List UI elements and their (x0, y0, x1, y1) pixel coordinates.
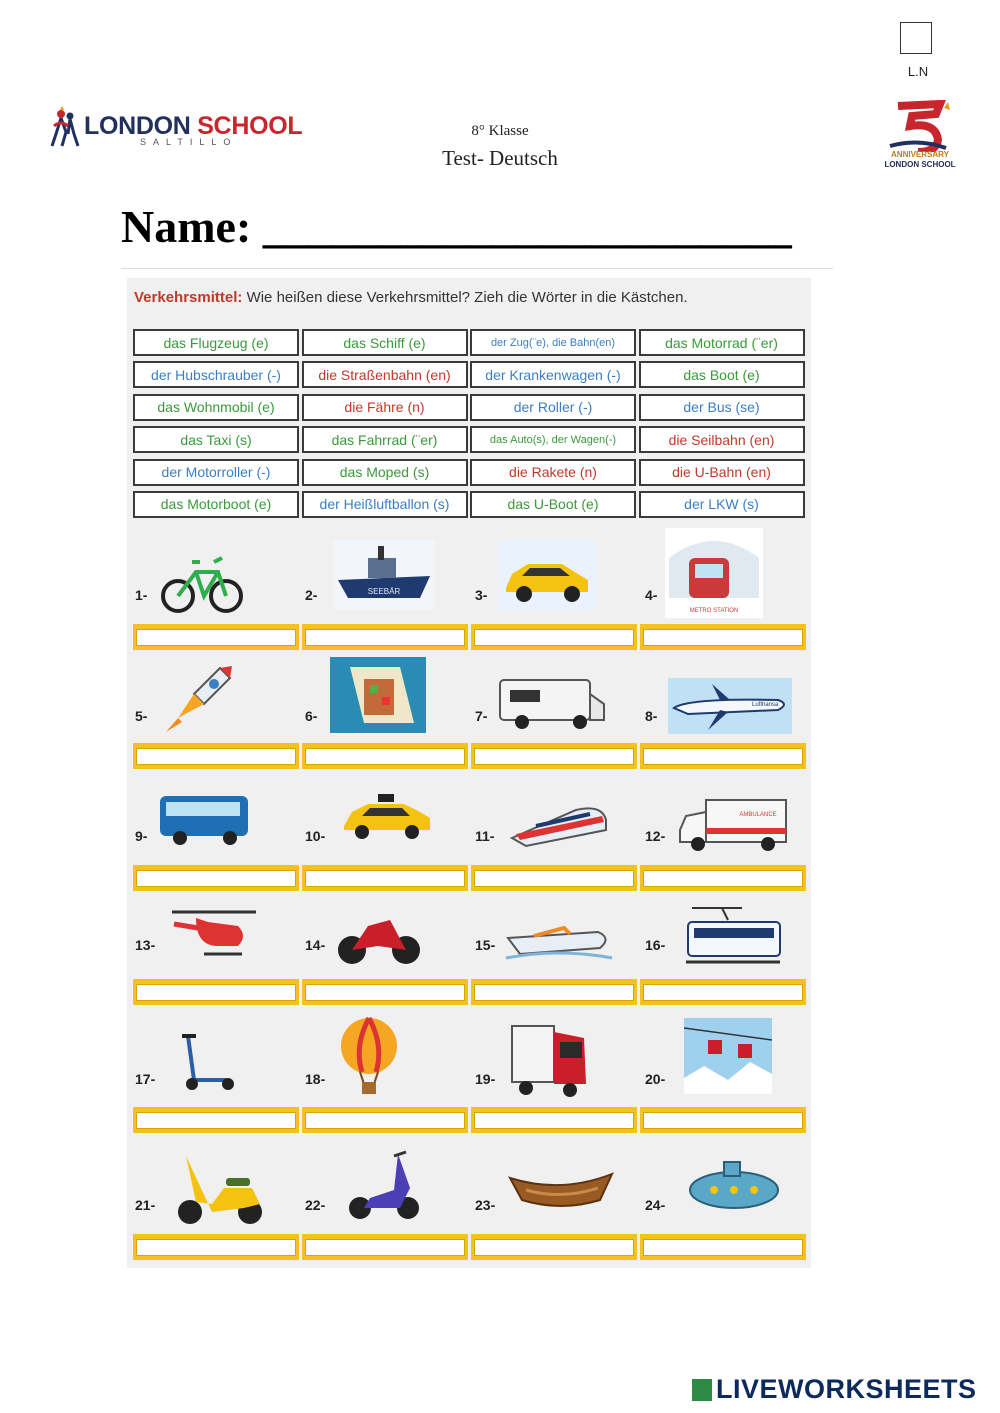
car-icon (498, 540, 596, 610)
item-number: 7- (475, 708, 488, 724)
item-number: 21- (135, 1197, 156, 1213)
item-number: 2- (305, 587, 318, 603)
answer-box[interactable] (471, 743, 637, 769)
answer-box[interactable] (640, 865, 806, 891)
word-tile[interactable]: der Zug(¨e), die Bahn(en) (470, 329, 636, 356)
item-number: 13- (135, 937, 156, 953)
five-emblem-icon (878, 100, 962, 152)
svg-text:AMBULANCE: AMBULANCE (739, 812, 777, 818)
answer-box[interactable] (471, 979, 637, 1005)
answer-box[interactable] (640, 979, 806, 1005)
bicycle-icon (156, 548, 248, 618)
motor-scooter-icon (172, 1148, 270, 1230)
word-tile[interactable]: das Wohnmobil (e) (133, 394, 299, 421)
anniversary-logo: ANNIVERSARY LONDON SCHOOL (878, 100, 962, 186)
taxi-icon (338, 782, 434, 848)
word-tile[interactable]: das Schiff (e) (302, 329, 468, 356)
ferry-icon (330, 657, 426, 733)
divider (121, 268, 833, 269)
item-number: 8- (645, 708, 658, 724)
truck-icon (506, 1018, 590, 1100)
item-number: 18- (305, 1071, 326, 1087)
answer-box[interactable] (302, 624, 468, 650)
ln-checkbox[interactable] (900, 22, 932, 54)
word-tile[interactable]: der Motorroller (-) (133, 459, 299, 486)
answer-box[interactable] (640, 624, 806, 650)
item-number: 9- (135, 828, 148, 844)
answer-box[interactable] (133, 1107, 299, 1133)
word-tile[interactable]: das Moped (s) (302, 459, 468, 486)
word-tile[interactable]: das U-Boot (e) (470, 491, 636, 518)
airplane-icon (668, 678, 792, 734)
motorcycle-icon (334, 906, 424, 968)
school-emblem-icon (48, 104, 82, 150)
item-number: 11- (475, 828, 495, 844)
item-number: 20- (645, 1071, 666, 1087)
bus-icon (156, 790, 252, 850)
item-number: 15- (475, 937, 496, 953)
answer-box[interactable] (302, 979, 468, 1005)
answer-box[interactable] (471, 865, 637, 891)
ship-icon (334, 540, 434, 610)
item-number: 22- (305, 1197, 326, 1213)
word-tile[interactable]: das Motorboot (e) (133, 491, 299, 518)
item-number: 6- (305, 708, 318, 724)
train-icon (506, 790, 612, 856)
svg-text:SEEBÄR: SEEBÄR (367, 587, 401, 596)
word-tile[interactable]: die Straßenbahn (en) (302, 361, 468, 388)
answer-box[interactable] (302, 1234, 468, 1260)
svg-text:METRO STATION: METRO STATION (689, 608, 739, 614)
rowboat-icon (506, 1160, 616, 1216)
helicopter-icon (168, 906, 260, 964)
item-number: 17- (135, 1071, 156, 1087)
answer-box[interactable] (133, 624, 299, 650)
cable-car-icon (684, 1018, 772, 1094)
word-bank (133, 329, 807, 523)
ln-label: L.N (907, 64, 929, 79)
subway-icon (665, 528, 763, 618)
scooter-icon (172, 1030, 240, 1096)
word-tile[interactable]: das Boot (e) (639, 361, 805, 388)
tram-icon (682, 904, 784, 970)
answer-box[interactable] (640, 1234, 806, 1260)
answer-box[interactable] (133, 1234, 299, 1260)
answer-box[interactable] (302, 865, 468, 891)
answer-box[interactable] (471, 1234, 637, 1260)
word-tile[interactable]: der LKW (s) (639, 491, 805, 518)
word-tile[interactable]: das Taxi (s) (133, 426, 299, 453)
word-tile[interactable]: die U-Bahn (en) (639, 459, 805, 486)
word-tile[interactable]: die Rakete (n) (470, 459, 636, 486)
answer-box[interactable] (133, 979, 299, 1005)
item-number: 1- (135, 587, 148, 603)
item-number: 10- (305, 828, 326, 844)
hot-air-balloon-icon (336, 1016, 402, 1098)
word-tile[interactable]: das Flugzeug (e) (133, 329, 299, 356)
svg-text:Lufthansa: Lufthansa (752, 702, 779, 708)
motorboat-icon (504, 908, 614, 968)
word-tile[interactable]: die Seilbahn (en) (639, 426, 805, 453)
item-number: 24- (645, 1197, 666, 1213)
word-tile[interactable]: das Fahrrad (¨er) (302, 426, 468, 453)
instruction: Verkehrsmittel: Wie heißen diese Verkehrsmittel? Zieh die Wörter in die Kästchen. (134, 289, 688, 306)
answer-box[interactable] (640, 1107, 806, 1133)
moped-icon (344, 1148, 424, 1224)
word-tile[interactable]: das Auto(s), der Wagen(-) (470, 426, 636, 453)
item-number: 16- (645, 937, 666, 953)
item-number: 23- (475, 1197, 496, 1213)
answer-box[interactable] (302, 743, 468, 769)
liveworksheets-badge-icon (692, 1379, 712, 1401)
motorhome-icon (496, 670, 608, 736)
ambulance-icon (676, 794, 794, 858)
item-number: 4- (645, 587, 658, 603)
item-number: 14- (305, 937, 326, 953)
word-tile[interactable]: der Krankenwagen (-) (470, 361, 636, 388)
answer-box[interactable] (133, 865, 299, 891)
answer-box[interactable] (471, 1107, 637, 1133)
liveworksheets-logo: LIVEWORKSHEETS (692, 1374, 977, 1405)
item-number: 3- (475, 587, 488, 603)
london-school-logo: LONDON SCHOOL SALTILLO (48, 104, 308, 152)
rocket-icon (160, 662, 240, 738)
name-field[interactable]: Name: _______________________ (121, 201, 792, 252)
test-title: Test- Deutsch (442, 146, 558, 170)
answer-box[interactable] (302, 1107, 468, 1133)
word-tile[interactable]: das Motorrad (¨er) (639, 329, 805, 356)
grade-label: 8° Klasse (471, 123, 529, 139)
submarine-icon (684, 1152, 784, 1222)
answer-box[interactable] (471, 624, 637, 650)
word-tile[interactable]: der Bus (se) (639, 394, 805, 421)
item-number: 12- (645, 828, 666, 844)
answer-box[interactable] (640, 743, 806, 769)
answer-box[interactable] (133, 743, 299, 769)
item-number: 19- (475, 1071, 496, 1087)
word-tile[interactable]: die Fähre (n) (302, 394, 468, 421)
word-tile[interactable]: der Hubschrauber (-) (133, 361, 299, 388)
word-tile[interactable]: der Heißluftballon (s) (302, 491, 468, 518)
word-tile[interactable]: der Roller (-) (470, 394, 636, 421)
item-number: 5- (135, 708, 148, 724)
